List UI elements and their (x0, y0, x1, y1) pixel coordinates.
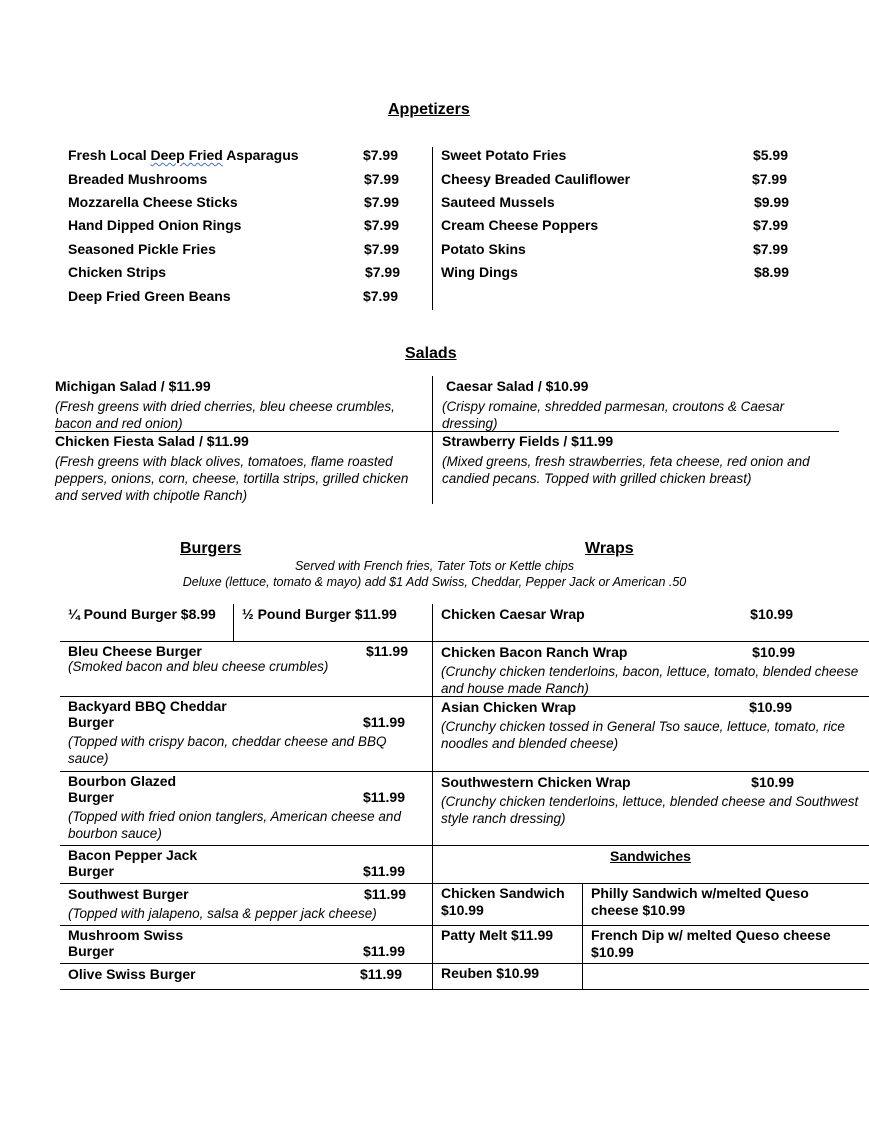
table-row-line (60, 641, 869, 642)
item-description: (Crunchy chicken tenderloins, lettuce, blended cheese and Southwest style ranch dressing) (441, 794, 859, 826)
item-name: Bourbon Glazed (68, 773, 177, 789)
item-price: $10.99 (750, 606, 793, 622)
quarter-half-divider (233, 604, 234, 641)
item-price: $7.99 (363, 217, 399, 233)
sandwich-french-dip (591, 927, 831, 961)
quarter-pound-burger: ¼ Pound Burger $8.99 (68, 606, 216, 622)
item-price: cheese $10.99 (591, 902, 686, 918)
item-name: Asparagus (222, 147, 299, 163)
item-description: (Topped with fried onion tanglers, American cheese and bourbon sauce) (68, 809, 401, 841)
salad-description: (Mixed greens, fresh strawberries, feta cheese, red onion and candied pecans. Topped with grilled chicken breast) (442, 454, 810, 486)
menu-item (68, 217, 399, 233)
item-name: Bacon Pepper Jack (68, 847, 198, 863)
item-name: Bleu Cheese Burger (68, 643, 202, 659)
burgers-heading: Burgers (180, 540, 242, 557)
menu-item (68, 147, 398, 163)
item-price: $7.99 (363, 194, 399, 210)
menu-item (441, 217, 788, 233)
item-name: Olive Swiss Burger (68, 966, 196, 982)
item-name-spellcheck: Deep Fried (150, 147, 223, 163)
item-name: Cheesy Breaded Cauliflower (441, 171, 631, 187)
salad-title: Chicken Fiesta Salad / $11.99 (55, 433, 249, 449)
burger-bacon-pepper-jack (68, 847, 418, 879)
table-bottom-line (60, 989, 869, 990)
item-name: Southwest Burger (68, 886, 189, 902)
item-description: (Topped with crispy bacon, cheddar cheese and BBQ sauce) (68, 734, 387, 766)
menu-item (68, 288, 398, 304)
burger-bourbon-glazed (68, 773, 418, 842)
item-name: Mozzarella Cheese Sticks (68, 194, 238, 210)
item-name: French Dip w/ melted Queso cheese (591, 927, 831, 943)
salad-caesar (442, 378, 827, 432)
item-name: Sweet Potato Fries (441, 147, 567, 163)
menu-item (441, 241, 788, 257)
salad-chicken-fiesta (55, 433, 427, 504)
burger-backyard-bbq (68, 698, 418, 767)
wrap-chicken-bacon-ranch (441, 644, 866, 697)
item-name: Cream Cheese Poppers (441, 217, 599, 233)
table-row-line (60, 925, 869, 926)
item-price: $10.99 (752, 644, 795, 660)
table-center-divider (432, 604, 433, 990)
wraps-heading: Wraps (585, 540, 634, 557)
menu-item (68, 171, 399, 187)
item-name: Wing Dings (441, 264, 518, 280)
table-row-line (60, 845, 869, 846)
item-price: $7.99 (364, 264, 400, 280)
sandwich-philly (591, 885, 809, 919)
burger-olive-swiss (68, 966, 418, 982)
item-description: (Crunchy chicken tenderloins, bacon, lettuce, tomato, blended cheese and house made Ranch) (441, 664, 859, 696)
wrap-chicken-caesar (441, 606, 793, 622)
menu-item (441, 264, 789, 280)
item-name: Deep Fried Green Beans (68, 288, 231, 304)
item-price: $11.99 (363, 886, 406, 902)
item-price: $7.99 (752, 217, 788, 233)
item-price: $11.99 (362, 789, 405, 805)
sandwich-reuben: Reuben $10.99 (441, 965, 540, 981)
item-price: $7.99 (752, 241, 788, 257)
salad-strawberry-fields (442, 433, 837, 487)
item-name: Asian Chicken Wrap (441, 699, 577, 715)
item-price: $7.99 (362, 147, 398, 163)
salad-description: (Fresh greens with black olives, tomatoes, flame roasted peppers, onions, corn, cheese, tortilla strips, grilled chicken and served with chipotle Ranch) (55, 454, 409, 503)
salad-title: Caesar Salad / $10.99 (446, 378, 589, 394)
item-price: $10.99 (751, 774, 794, 790)
item-name: Backyard BBQ Cheddar (68, 698, 227, 714)
item-price: $8.99 (753, 264, 789, 280)
item-price: $7.99 (363, 241, 399, 257)
table-row-line (60, 771, 869, 772)
item-name: Chicken Bacon Ranch Wrap (441, 644, 628, 660)
item-name: Philly Sandwich w/melted Queso (591, 885, 809, 901)
wrap-asian-chicken (441, 699, 861, 752)
item-price: $11.99 (359, 966, 402, 982)
sandwich-chicken (441, 885, 565, 919)
item-name: Burger (68, 863, 114, 879)
salads-divider (432, 376, 433, 504)
served-with-note: Served with French fries, Tater Tots or Kettle chips (294, 559, 575, 573)
item-name: Mushroom Swiss (68, 927, 184, 943)
item-name: Sauteed Mussels (441, 194, 555, 210)
item-price: $11.99 (362, 714, 405, 730)
menu-item (441, 147, 788, 163)
item-name: Southwestern Chicken Wrap (441, 774, 631, 790)
menu-item (441, 194, 789, 210)
item-name: Potato Skins (441, 241, 526, 257)
item-price: $7.99 (362, 288, 398, 304)
item-price: $10.99 (749, 699, 792, 715)
item-name: Burger (68, 789, 114, 805)
salads-heading: Salads (405, 345, 457, 362)
salad-description: (Fresh greens with dried cherries, bleu cheese crumbles, bacon and red onion) (55, 399, 395, 431)
burger-mushroom-swiss (68, 927, 418, 959)
item-name: Chicken Caesar Wrap (441, 606, 585, 622)
menu-item (68, 194, 399, 210)
appetizers-divider (432, 147, 433, 310)
item-price: $10.99 (441, 902, 484, 918)
item-description: (Topped with jalapeno, salsa & pepper jack cheese) (68, 906, 377, 921)
item-price: $7.99 (751, 171, 787, 187)
deluxe-note: Deluxe (lettuce, tomato & mayo) add $1 Add Swiss, Cheddar, Pepper Jack or American .50 (182, 575, 687, 589)
sandwiches-divider (582, 883, 583, 990)
wrap-southwestern-chicken (441, 774, 866, 827)
item-name: Burger (68, 714, 114, 730)
item-price: $11.99 (365, 643, 408, 659)
item-price: $11.99 (362, 943, 405, 959)
menu-item (441, 171, 787, 187)
burger-southwest (68, 886, 428, 922)
item-name: Fresh Local (68, 147, 151, 163)
table-row-line (60, 883, 869, 884)
salad-michigan (55, 378, 427, 432)
item-description: (Smoked bacon and bleu cheese crumbles) (68, 659, 329, 674)
item-price: $11.99 (362, 863, 405, 879)
menu-item (68, 241, 399, 257)
item-name: Chicken Sandwich (441, 885, 565, 901)
sandwiches-heading: Sandwiches (610, 848, 691, 864)
menu-item (68, 264, 400, 280)
item-price: $7.99 (363, 171, 399, 187)
salad-description: (Crispy romaine, shredded parmesan, croutons & Caesar dressing) (442, 399, 785, 431)
item-description: (Crunchy chicken tossed in General Tso sauce, lettuce, tomato, rice noodles and blended cheese) (441, 719, 845, 751)
salad-title: Michigan Salad / $11.99 (55, 378, 211, 394)
item-name: Burger (68, 943, 114, 959)
item-name: Breaded Mushrooms (68, 171, 208, 187)
item-name: Chicken Strips (68, 264, 167, 280)
item-price: $5.99 (752, 147, 788, 163)
burger-bleu-cheese (68, 643, 428, 675)
half-pound-burger: ½ Pound Burger $11.99 (242, 606, 397, 622)
sandwich-patty-melt: Patty Melt $11.99 (441, 927, 554, 943)
item-price: $10.99 (591, 944, 634, 960)
item-price: $9.99 (753, 194, 789, 210)
item-name: Seasoned Pickle Fries (68, 241, 216, 257)
item-name: Hand Dipped Onion Rings (68, 217, 242, 233)
appetizers-heading: Appetizers (388, 101, 470, 118)
table-row-line (60, 963, 869, 964)
salad-title: Strawberry Fields / $11.99 (442, 433, 614, 449)
